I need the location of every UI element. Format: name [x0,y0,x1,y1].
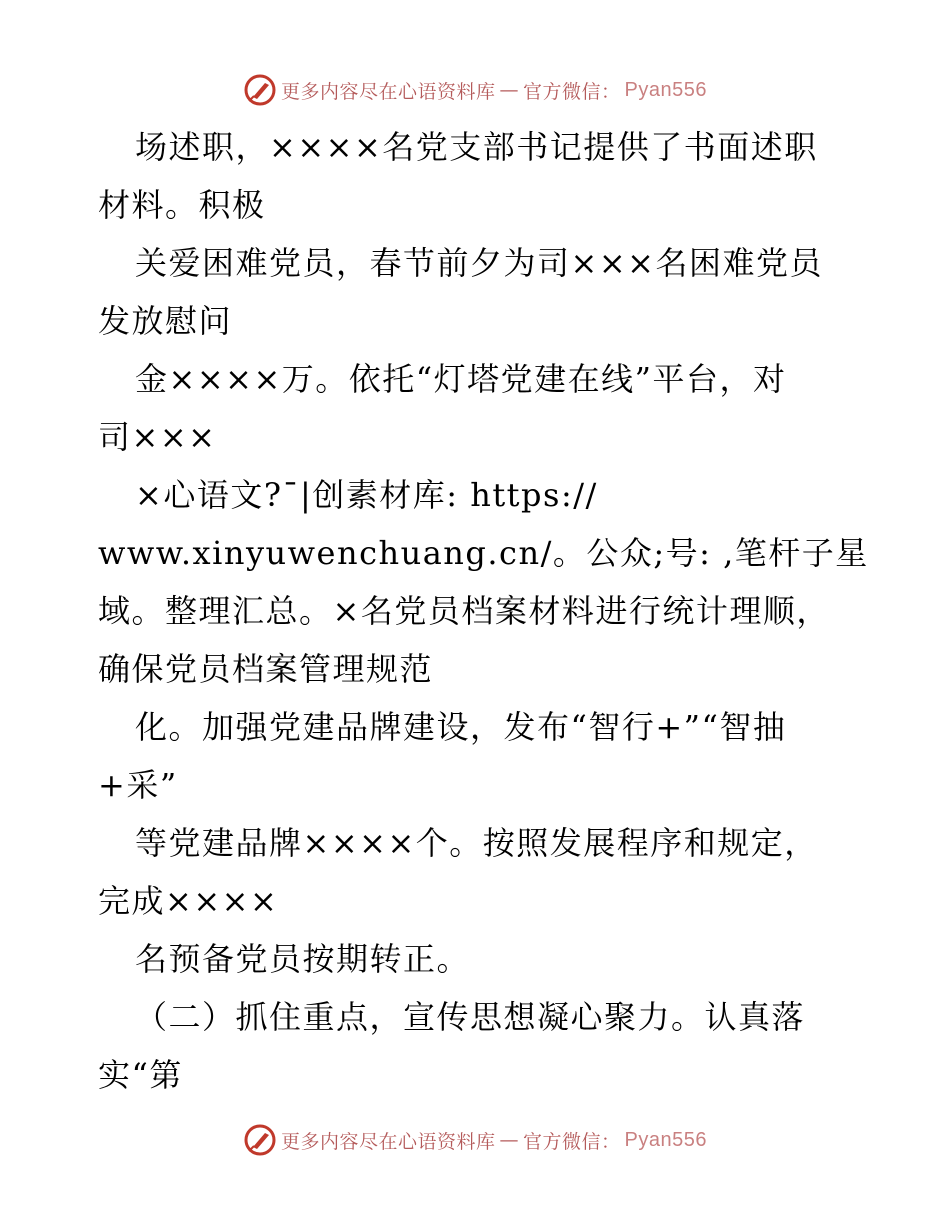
body-line: 金××××万。依托“灯塔党建在线”平台，对 [135,360,787,398]
body-line: 关爱困难党员，春节前夕为司×××名困难党员 [135,244,823,282]
body-line: ×心语文?¯|创素材库: https:// [135,476,598,514]
body-line: 域。整理汇总。×名党员档案材料进行统计理顺， [98,592,830,630]
body-line: +采” [98,766,178,804]
body-line: 场述职，××××名党支部书记提供了书面述职 [135,128,818,166]
banner-wechat-id: Pyan556 [624,1128,707,1151]
footer-banner [0,1120,950,1160]
body-line: 化。加强党建品牌建设，发布“智行+”“智抽 [135,708,787,746]
body-line: 确保党员档案管理规范 [98,650,434,688]
banner-title: 更多内容尽在心语资料库 [281,1130,496,1153]
body-line: 等党建品牌××××个。按照发展程序和规定， [135,824,818,862]
logo-icon [243,1123,277,1157]
banner-wechat-id: Pyan556 [624,78,707,101]
body-line: 实“第 [98,1056,183,1094]
body-line: 名预备党员按期转正。 [135,940,471,978]
body-line: 材料。积极 [98,186,266,224]
body-line: 司××× [98,418,217,456]
body-line: www.xinyuwenchuang.cn/。公众;号: ,笔杆子星 [98,534,869,572]
banner-wechat-label: 官方微信： [523,80,621,103]
body-line: 完成×××× [98,882,279,920]
body-line: （二）抓住重点，宣传思想凝心聚力。认真落 [135,998,806,1036]
banner-dash: — [499,79,520,101]
banner-title: 更多内容尽在心语资料库 [281,80,496,103]
banner-dash: — [499,1129,520,1151]
logo-icon [243,73,277,107]
banner-wechat-label: 官方微信： [523,1130,621,1153]
body-line: 发放慰问 [98,302,233,340]
header-banner [0,70,950,110]
document-body [98,118,869,1104]
